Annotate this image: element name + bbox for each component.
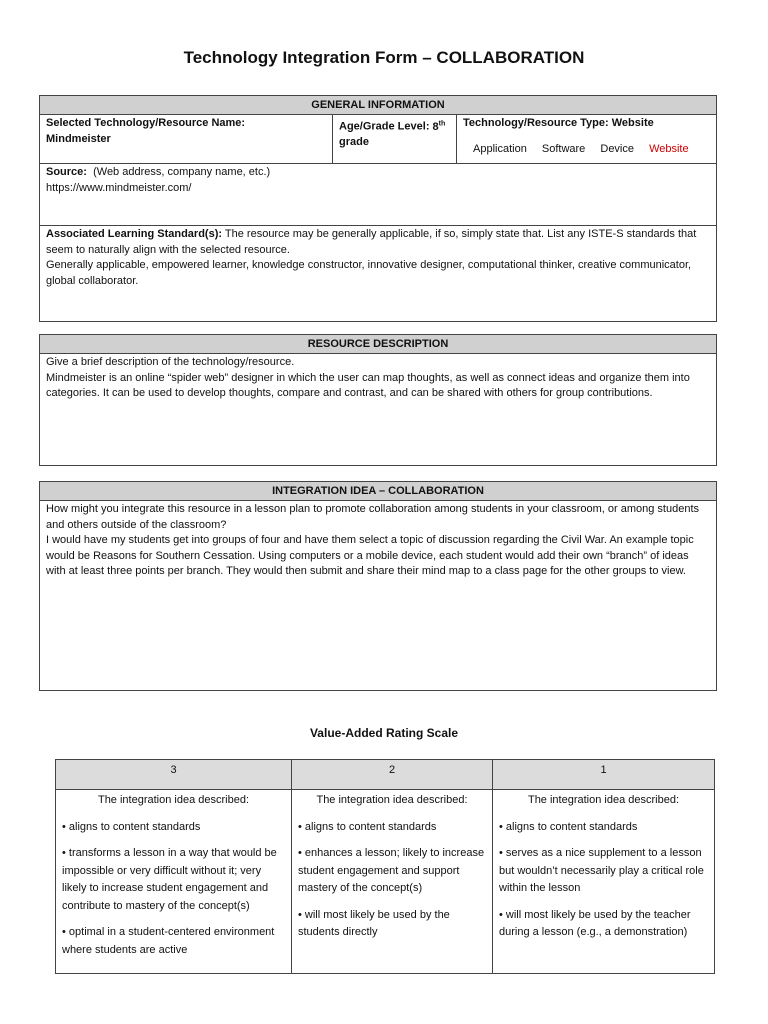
rating-column-1	[493, 790, 715, 974]
integration-idea-value: I would have my students get into groups of four and have them select a topic of discussion regarding the Civil War. An example topic would be Reasons for Southern Cessation. Using computers or a mobile device, each student would add their own “branch” of ideas with at least three points per branch. They would then submit and share their mind map to a class page for the other groups to view.	[46, 534, 694, 577]
rating-intro: The integration idea described:	[97, 794, 250, 806]
source-cell	[40, 164, 717, 226]
rating-bullet: • aligns to content standards	[298, 820, 437, 833]
integration-idea-cell	[40, 501, 717, 691]
tech-name-label: Selected Technology/Resource Name:	[46, 117, 246, 129]
age-grade-cell	[333, 115, 457, 164]
source-value: https://www.mindmeister.com/	[46, 181, 192, 194]
standards-hint: The resource may be generally applicable, if so, simply state that. List any ISTE-S standards that seem to naturally align with the selected resource.	[46, 228, 697, 256]
general-information-table	[39, 95, 717, 322]
resource-type-cell	[457, 115, 717, 164]
rating-bullet: • enhances a lesson; likely to increase student engagement and support mastery of the concept(s)	[298, 847, 485, 894]
page-title: Technology Integration Form – COLLABORATION	[183, 48, 585, 67]
age-grade-label: Age/Grade Level:	[339, 120, 430, 133]
resource-type-options	[463, 142, 710, 158]
rating-bullet: • aligns to content standards	[499, 820, 638, 833]
standards-cell	[40, 226, 717, 322]
tech-name-cell	[40, 115, 333, 164]
source-label: Source:	[46, 166, 87, 178]
rating-bullet: • transforms a lesson in a way that would be impossible or very difficult without it; very likely to increase student engagement and contribute to mastery of the concept(s)	[62, 847, 277, 912]
rating-column-2	[292, 790, 493, 974]
integration-idea-header: INTEGRATION IDEA – COLLABORATION	[40, 482, 717, 501]
rating-intro: The integration idea described:	[316, 794, 468, 806]
age-grade-value-tail: grade	[339, 136, 369, 149]
rating-scale-table	[55, 759, 715, 974]
tech-name-value: Mindmeister	[46, 132, 111, 145]
source-hint: (Web address, company name, etc.)	[93, 166, 271, 178]
standards-value: Generally applicable, empowered learner, knowledge constructor, innovative designer, computational thinker, creative communicator, global collaborator.	[46, 259, 692, 287]
integration-idea-prompt: How might you integrate this resource in a lesson plan to promote collaboration among students in your classroom, or among students and others outside of the classroom?	[46, 503, 700, 531]
rating-column-3	[56, 790, 292, 974]
general-information-header: GENERAL INFORMATION	[40, 96, 717, 115]
type-option-website-selected: Website	[649, 142, 689, 155]
resource-description-value: Mindmeister is an online “spider web” designer in which the user can map thoughts, as well as connect ideas and organize them into categories. It can be used to develop thoughts, compare and contrast, and can be shared with others for group contributions.	[46, 371, 690, 399]
rating-intro: The integration idea described:	[527, 794, 680, 806]
rating-bullet: • will most likely be used by the students directly	[298, 908, 450, 938]
resource-type-label: Technology/Resource Type:	[463, 117, 609, 129]
resource-type-value: Website	[611, 117, 654, 129]
type-option-application: Application	[473, 142, 527, 155]
resource-description-cell	[40, 354, 717, 466]
rating-bullet: • optimal in a student-centered environment where students are active	[62, 926, 275, 956]
rating-bullet: • will most likely be used by the teacher during a lesson (e.g., a demonstration)	[499, 908, 691, 938]
rating-score-1: 1	[493, 760, 715, 790]
type-option-software: Software	[541, 142, 586, 155]
integration-idea-table	[39, 481, 717, 691]
type-option-device: Device	[600, 142, 634, 155]
rating-score-2: 2	[292, 760, 493, 790]
resource-description-header: RESOURCE DESCRIPTION	[40, 335, 717, 354]
rating-bullet: • serves as a nice supplement to a lesson but wouldn’t necessarily play a critical role within the lesson	[499, 847, 704, 894]
resource-description-table	[39, 334, 717, 466]
rating-scale-title: Value-Added Rating Scale	[309, 726, 459, 740]
standards-label: Associated Learning Standard(s):	[46, 228, 223, 240]
rating-bullet: • aligns to content standards	[62, 820, 201, 833]
rating-score-3: 3	[56, 760, 292, 790]
resource-description-prompt: Give a brief description of the technology/resource.	[46, 356, 295, 368]
age-grade-value: 8th	[432, 120, 446, 133]
